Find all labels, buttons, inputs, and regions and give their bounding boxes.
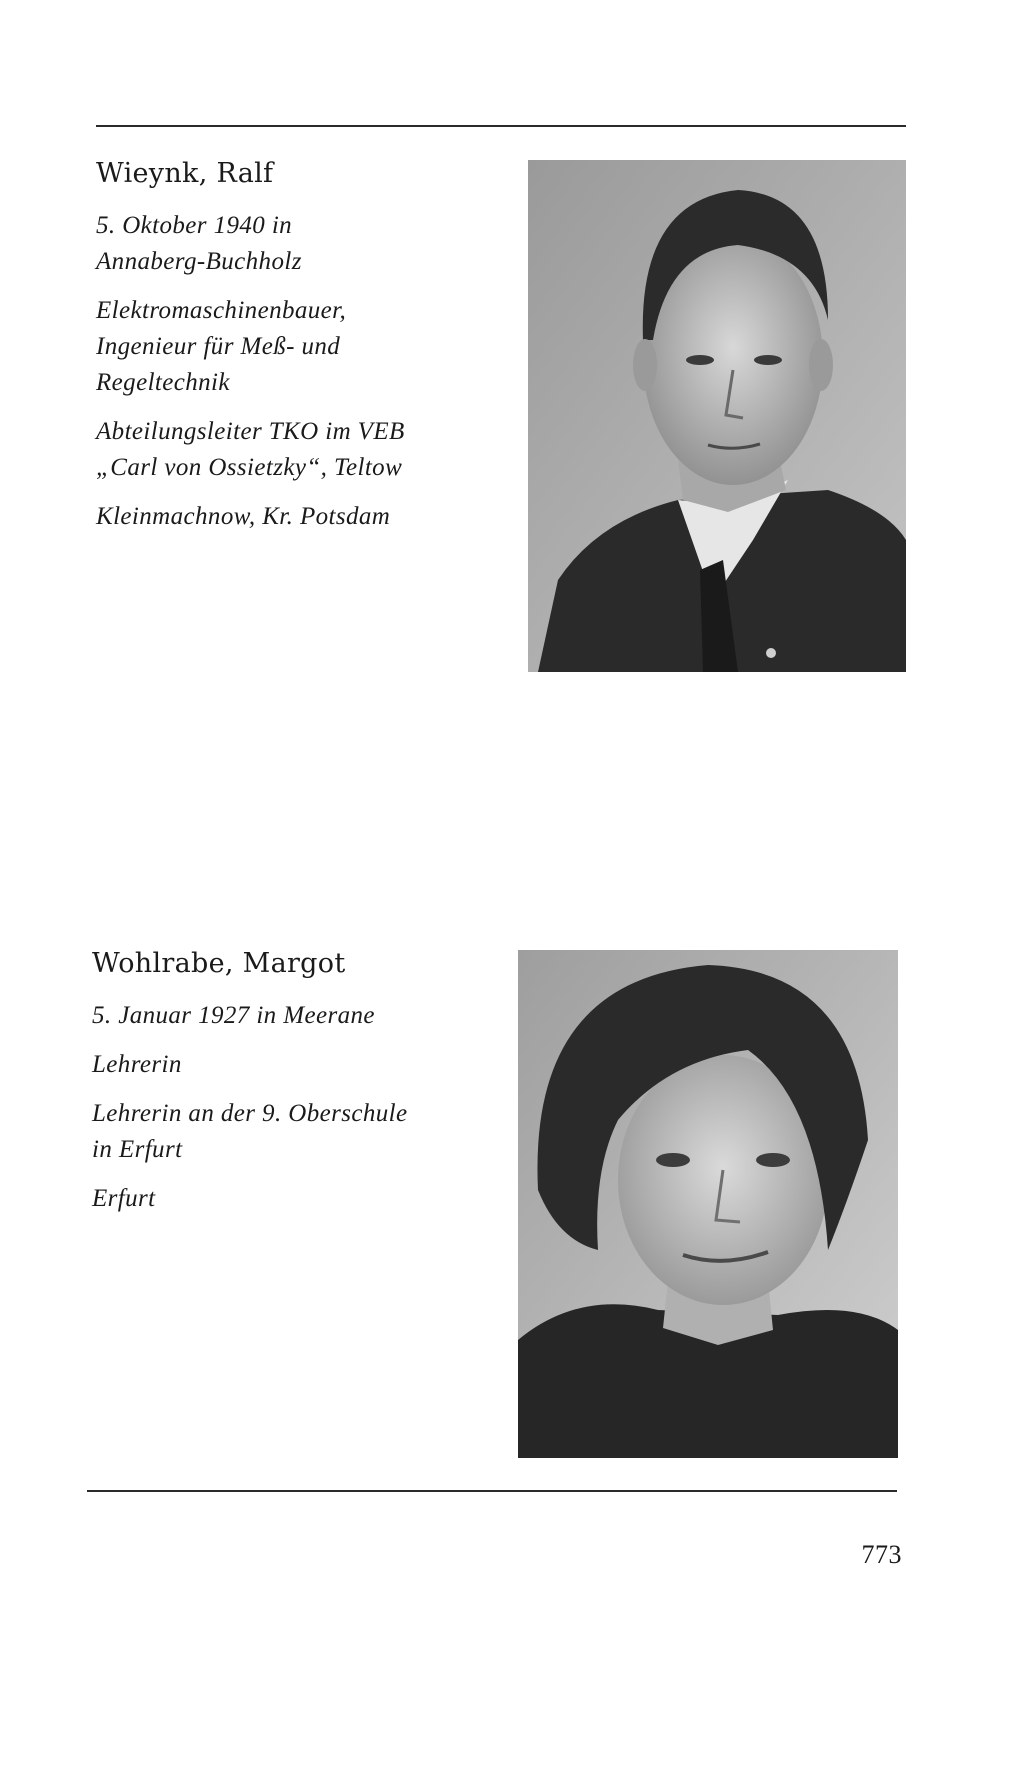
portrait-woman-image (518, 950, 898, 1458)
portrait-photo (518, 950, 898, 1458)
entry-residence: Kleinmachnow, Kr. Potsdam (96, 503, 391, 531)
entry-birth: 5. Oktober 1940 in Annaberg-Buchholz (96, 212, 302, 276)
bottom-divider (87, 1490, 897, 1492)
entry-residence: Erfurt (92, 1185, 156, 1213)
entry-wohlrabe (92, 948, 472, 1230)
portrait-man-image (528, 160, 906, 672)
entry-name: Wohlrabe, Margot (92, 948, 346, 979)
page-number: 773 (861, 1540, 902, 1569)
top-divider (96, 125, 906, 127)
entry-profession: Lehrerin (92, 1051, 182, 1079)
entry-position: Lehrerin an der 9. Oberschule in Erfurt (92, 1100, 408, 1164)
entry-birth: 5. Januar 1927 in Meerane (92, 1002, 375, 1030)
entry-position: Abteilungsleiter TKO im VEB „Carl von Ossietzky“, Teltow (96, 418, 405, 482)
entry-name: Wieynk, Ralf (96, 158, 274, 189)
portrait-photo (528, 160, 906, 672)
entry-wieynk (96, 158, 476, 548)
entry-profession: Elektromaschinenbauer, Ingenieur für Meß- und Regeltechnik (96, 297, 347, 397)
